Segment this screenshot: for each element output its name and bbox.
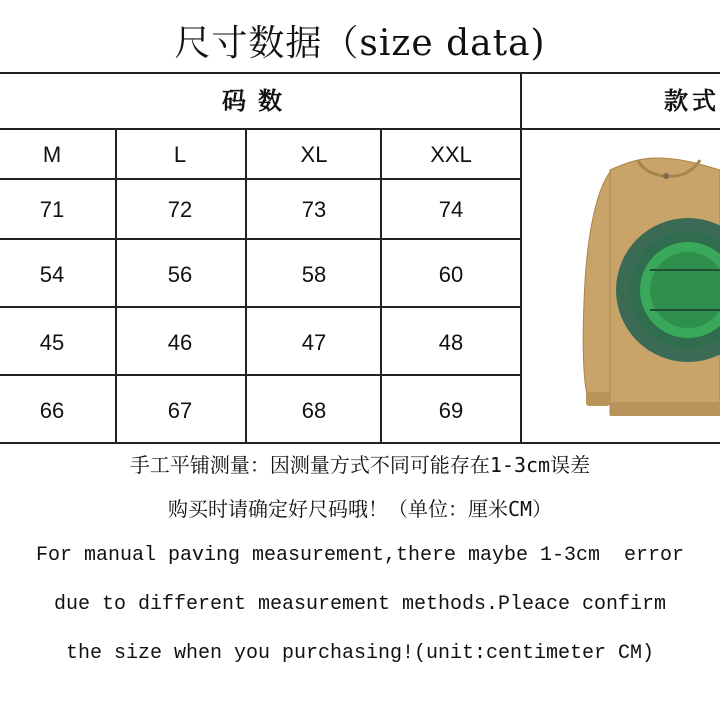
table-divider-row3 bbox=[0, 374, 520, 376]
table-cell: 66 bbox=[39, 398, 65, 423]
size-label: XXL bbox=[430, 142, 472, 167]
size-label: M bbox=[42, 142, 62, 167]
table-divider-style-column bbox=[520, 72, 522, 444]
table-cell: 74 bbox=[438, 197, 464, 222]
table-cell: 45 bbox=[39, 330, 65, 355]
table-divider-row2 bbox=[0, 306, 520, 308]
table-cell: 72 bbox=[167, 197, 193, 222]
table-cell: 71 bbox=[39, 197, 65, 222]
table-cell: 46 bbox=[167, 330, 193, 355]
note-en-line-1: For manual paving measurement,there maybe 1-3cm error bbox=[35, 544, 685, 567]
table-cell: 67 bbox=[167, 398, 193, 423]
table-divider-col3 bbox=[380, 128, 382, 444]
table-divider-row1 bbox=[0, 238, 520, 240]
table-cell: 69 bbox=[438, 398, 464, 423]
table-divider-col2 bbox=[245, 128, 247, 444]
table-border-top bbox=[0, 72, 720, 74]
page-title: 尺寸数据（size data) bbox=[174, 23, 546, 64]
table-cell: 60 bbox=[438, 262, 464, 287]
table-divider-sizes bbox=[0, 178, 520, 180]
table-divider-col1 bbox=[115, 128, 117, 444]
size-label: XL bbox=[300, 142, 328, 167]
note-en-line-2: due to different measurement methods.Pleace confirm bbox=[53, 593, 667, 616]
table-divider-header bbox=[0, 128, 720, 130]
sweater-product-image bbox=[580, 152, 720, 422]
table-cell: 68 bbox=[301, 398, 327, 423]
table-cell: 47 bbox=[301, 330, 327, 355]
header-style: 款式 bbox=[664, 87, 720, 115]
table-cell: 58 bbox=[301, 262, 327, 287]
note-cn-line-1: 手工平铺测量：因测量方式不同可能存在1-3cm误差 bbox=[129, 453, 591, 477]
note-en-line-3: the size when you purchasing!(unit:centimeter CM) bbox=[65, 642, 655, 665]
header-sizes: 码数 bbox=[222, 87, 294, 115]
table-cell: 48 bbox=[438, 330, 464, 355]
table-cell: 54 bbox=[39, 262, 65, 287]
table-cell: 73 bbox=[301, 197, 327, 222]
size-label: L bbox=[173, 142, 187, 167]
table-border-bottom bbox=[0, 442, 720, 444]
note-cn-line-2: 购买时请确定好尺码哦！（单位：厘米CM） bbox=[167, 497, 553, 521]
table-cell: 56 bbox=[167, 262, 193, 287]
